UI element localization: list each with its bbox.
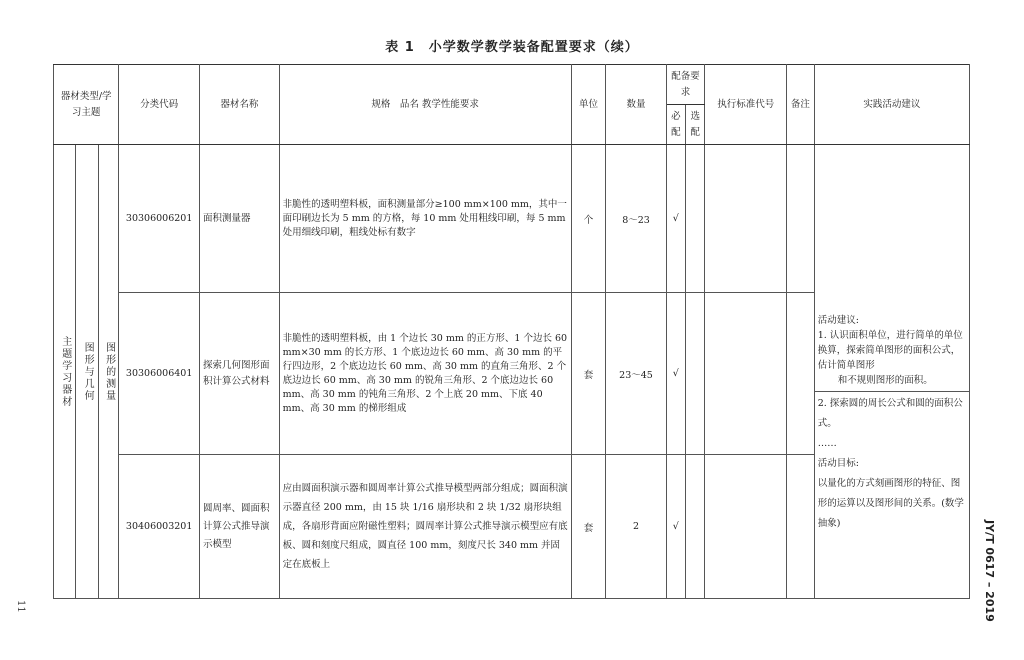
- row-standard: [705, 293, 787, 455]
- row-optional: [686, 293, 705, 455]
- header-spec: 规格 品名 教学性能要求: [279, 65, 571, 145]
- header-note: 备注: [787, 65, 815, 145]
- row-standard: [705, 145, 787, 293]
- activity-goal-heading: 活动目标:: [817, 458, 859, 469]
- row-spec: 非脆性的透明塑料板，由 1 个边长 30 mm 的正方形、1 个边长 60 mm×30 mm 的长方形、1 个底边边长 60 mm、高 30 mm 的平行四边形，2 个底边边长 60 mm、高 30 mm 的直角三角形、2 个底边边长 60 mm、高 30 mm 的锐角三角形、2 个底边边长 60 mm、高 30 mm 的钝角三角形、2 个上底 20 mm、下底 40 mm、高 30 mm 的梯形组成: [279, 293, 571, 455]
- equipment-table: [53, 64, 970, 599]
- activity-item-2: 2. 探索圆的周长公式和圆的面积公式。: [817, 398, 963, 429]
- category-level3: 图形的测量: [98, 145, 118, 599]
- row-unit: 个: [571, 145, 606, 293]
- row-code: 30306006401: [119, 293, 200, 455]
- activity-item-1-cont: 和不规则图形的面积。: [837, 375, 933, 386]
- activity-ellipsis: ……: [817, 438, 837, 449]
- activity-divider: [815, 391, 969, 392]
- activity-item-1: 1. 认识面积单位，进行简单的单位换算，探索简单图形的面积公式，估计简单图形: [817, 330, 963, 371]
- page-number: 11: [15, 600, 26, 613]
- row-spec: 应由圆面积演示器和圆周率计算公式推导模型两部分组成；圆面积演示器直径 200 mm，由 15 块 1/16 扇形块和 2 块 1/32 扇形块组成，各扇形背面应附磁性塑料；圆周率计算公式推导演示模型应有底板、圆和刻度尺组成，圆直径 100 mm，刻度尺长 340 mm 并固定在底板上: [279, 455, 571, 599]
- row-code: 30306006201: [119, 145, 200, 293]
- header-category: 器材类型/学习主题: [54, 65, 119, 145]
- activity-heading: 活动建议:: [817, 315, 859, 326]
- row-required-check: √: [666, 293, 685, 455]
- row-required-check: √: [666, 455, 685, 599]
- header-unit: 单位: [571, 65, 606, 145]
- table-row: [54, 145, 970, 293]
- row-optional: [686, 145, 705, 293]
- row-note: [787, 455, 815, 599]
- header-qty: 数量: [606, 65, 666, 145]
- row-note: [787, 145, 815, 293]
- row-unit: 套: [571, 293, 606, 455]
- row-qty: 8～23: [606, 145, 666, 293]
- row-required-check: √: [666, 145, 685, 293]
- row-qty: 23～45: [606, 293, 666, 455]
- row-standard: [705, 455, 787, 599]
- table-title: 表 1 小学数学教学装备配置要求（续）: [385, 40, 639, 55]
- row-name: 探索几何图形面积计算公式材料: [200, 293, 280, 455]
- row-unit: 套: [571, 455, 606, 599]
- row-name: 面积测量器: [200, 145, 280, 293]
- row-note: [787, 293, 815, 455]
- row-code: 30406003201: [119, 455, 200, 599]
- category-level2: 图形与几何: [76, 145, 98, 599]
- standard-code-label: JY/T 0617 – 2019: [983, 520, 996, 622]
- activity-goal: 以量化的方式刻画图形的特征、图形的运算以及图形间的关系。(数学抽象): [817, 478, 964, 529]
- activity-cell: [814, 145, 969, 599]
- header-required: 必配: [666, 105, 685, 145]
- header-optional: 选配: [686, 105, 705, 145]
- header-code: 分类代码: [119, 65, 200, 145]
- row-spec: 非脆性的透明塑料板，面积测量部分≥100 mm×100 mm，其中一面印刷边长为 5 mm 的方格，每 10 mm 处用粗线印刷，每 5 mm 处用细线印刷，粗线处标有数字: [279, 145, 571, 293]
- row-qty: 2: [606, 455, 666, 599]
- header-name: 器材名称: [200, 65, 280, 145]
- header-config: 配备要求: [666, 65, 705, 105]
- header-standard: 执行标准代号: [705, 65, 787, 145]
- header-activity: 实践活动建议: [814, 65, 969, 145]
- row-name: 圆周率、圆面积计算公式推导演示模型: [200, 455, 280, 599]
- category-level1: 主题学习器材: [54, 145, 76, 599]
- row-optional: [686, 455, 705, 599]
